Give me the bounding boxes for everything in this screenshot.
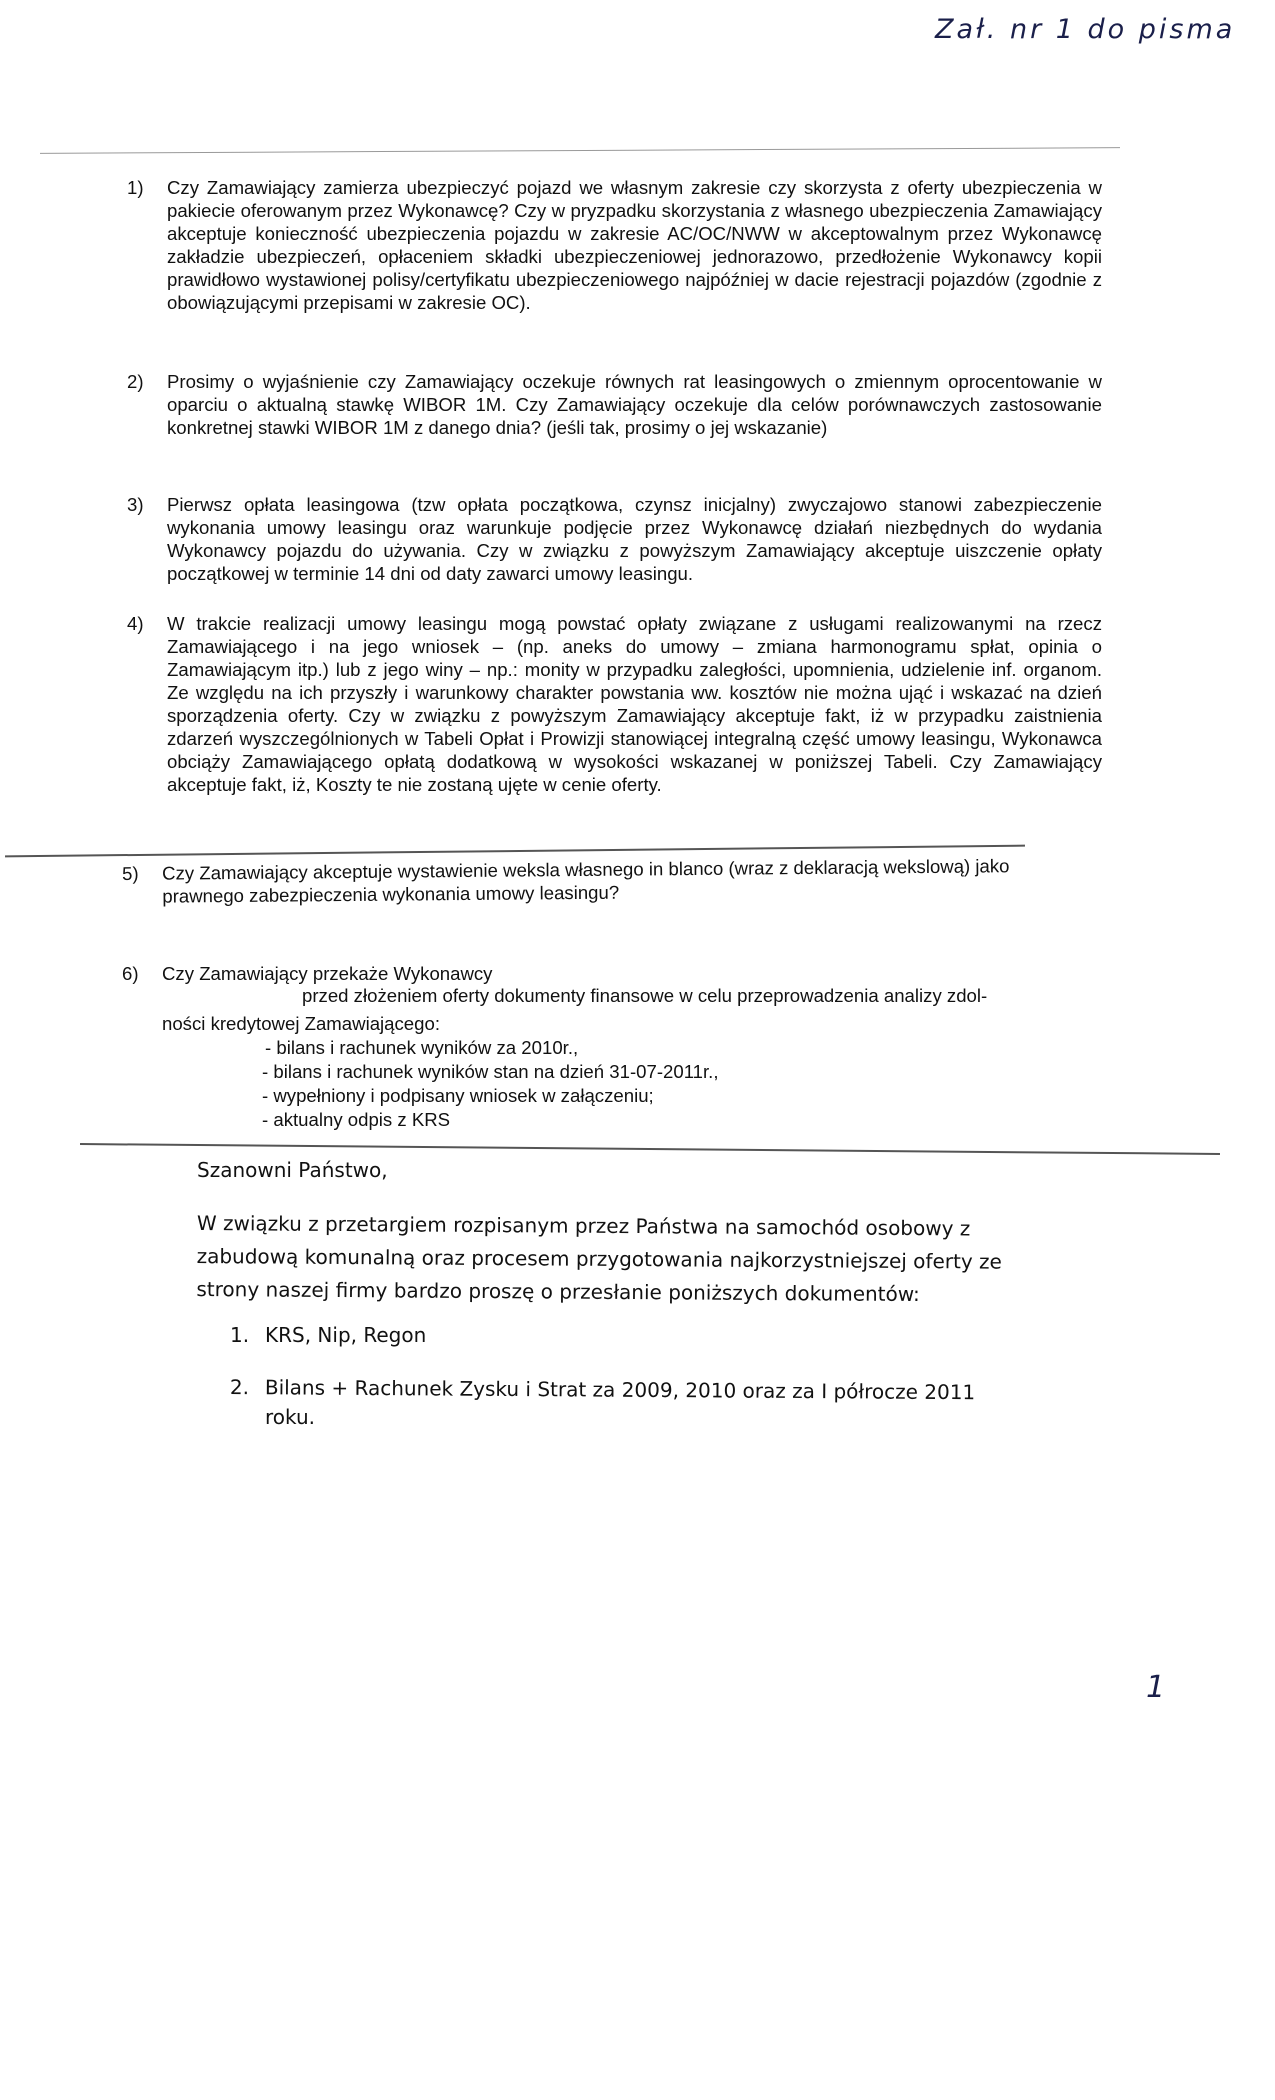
letter-greeting: Szanowni Państwo,	[197, 1158, 388, 1182]
question-number: 6)	[122, 963, 139, 984]
document-bullet: - aktualny odpis z KRS	[262, 1109, 451, 1130]
document-bullet: - wypełniony i podpisany wniosek w załączeniu;	[262, 1085, 654, 1106]
document-bullet: - bilans i rachunek wyników stan na dzień 31-07-2011r.,	[262, 1061, 719, 1082]
list-item-number: 1.	[230, 1323, 250, 1347]
question-number: 4)	[127, 613, 144, 634]
question-text: Prosimy o wyjaśnienie czy Zamawiający oczekuje równych rat leasingowych o zmiennym oprocentowanie w oparciu o aktualną stawkę WIBOR 1M. Czy Zamawiający oczekuje dla celów porównawczych zastosowanie konkretnej stawki WIBOR 1M z danego dnia? (jeśli tak, prosimy o jej wskazanie)	[167, 371, 1102, 438]
question-6-line-3: ności kredytowej Zamawiającego:	[162, 1013, 440, 1034]
question-number: 1)	[127, 177, 144, 198]
list-item	[230, 1320, 975, 1350]
handwritten-page-number: 1	[1146, 1670, 1166, 1705]
question-4	[127, 612, 1102, 796]
question-number: 5)	[122, 862, 139, 884]
handwritten-header-note: Zał. nr 1 do pisma	[935, 14, 1236, 45]
question-number: 3)	[127, 494, 144, 515]
question-6-line-2: przed złożeniem oferty dokumenty finansowe w celu przeprowadzenia analizy zdol-	[302, 985, 988, 1006]
question-5	[122, 854, 1082, 908]
list-item-text: Bilans + Rachunek Zysku i Strat za 2009, 2010 oraz za I półrocze 2011	[264, 1375, 976, 1405]
letter-paragraph: W związku z przetargiem rozpisanym przez Państwa na samochód osobowy z zabudową komunalną oraz procesem przygotowania najkorzystniejszej oferty ze strony naszej firmy bardzo proszę o przesłanie poniższych dokumentów:	[196, 1210, 1002, 1307]
question-2	[127, 370, 1102, 439]
list-item-number: 2.	[229, 1374, 250, 1400]
question-text: Pierwsz opłata leasingowa (tzw opłata początkowa, czynsz inicjalny) zwyczajowo stanowi zabezpieczenie wykonania umowy leasingu oraz warunkuje podjęcie przez Wykonawcę działań niezbędnych do wydania Wykonawcy pojazdu do używania. Czy w związku z powyższym Zamawiający akceptuje uiszczenie opłaty początkowej w terminie 14 dni od daty zawarci umowy leasingu.	[167, 494, 1102, 584]
requested-documents-list	[230, 1320, 975, 1432]
document-bullet: - bilans i rachunek wyników za 2010r.,	[265, 1037, 579, 1058]
question-text: W trakcie realizacji umowy leasingu mogą powstać opłaty związane z usługami realizowanymi na rzecz Zamawiającego i na jego wniosek – (np. aneks do umowy – zmiana harmonogramu spłat, opinia o Zamawiającym itp.) lub z jego winy – np.: monity w przypadku zaległości, upomnienia, udzielenie inf. organom. Ze względu na ich przyszły i warunkowy charakter powstania ww. kosztów nie można ująć i wskazać na dzień sporządzenia oferty. Czy w związku z powyższym Zamawiający akceptuje fakt, iż w przypadku zaistnienia zdarzeń wyszczególnionych w Tabeli Opłat i Prowizji stanowiącej integralną część umowy leasingu, Wykonawca obciąży Zamawiającego opłatą dodatkową w wysokości wskazanej w poniższej Tabeli. Czy Zamawiający akceptuje fakt, iż, Koszty te nie zostaną ujęte w cenie oferty.	[167, 613, 1102, 795]
question-text: Czy Zamawiający akceptuje wystawienie weksla własnego in blanco (wraz z deklaracją wekslową) jako prawnego zabezpieczenia wykonania umowy leasingu?	[162, 855, 1010, 907]
top-divider	[40, 147, 1120, 154]
list-item-text: KRS, Nip, Regon	[265, 1323, 427, 1347]
list-item	[230, 1402, 975, 1432]
question-number: 2)	[127, 371, 144, 392]
question-1	[127, 176, 1102, 314]
list-item	[230, 1372, 976, 1407]
list-item-text: roku.	[265, 1405, 316, 1429]
question-text: Czy Zamawiający zamierza ubezpieczyć pojazd we własnym zakresie czy skorzysta z oferty ubezpieczenia w pakiecie oferowanym przez Wykonawcę? Czy w pryzpadku skorzystania z własnego ubezpieczenia Zamawiający akceptuje konieczność ubezpieczenia pojazdu w zakresie AC/OC/NWW w akceptowalnym przez Wykonawcę zakładzie ubezpieczeń, opłaceniem składki ubezpieczeniowej jednorazowo, przedłożenie Wykonawcy kopii prawidłowo wystawionej polisy/certyfikatu ubezpieczeniowego najpóźniej w dacie rejestracji pojazdów (zgodnie z obowiązującymi przepisami w zakresie OC).	[167, 177, 1102, 313]
letter-divider	[80, 1143, 1220, 1155]
question-3	[127, 493, 1102, 585]
question-6-line-1: Czy Zamawiający przekaże Wykonawcy	[162, 963, 493, 984]
